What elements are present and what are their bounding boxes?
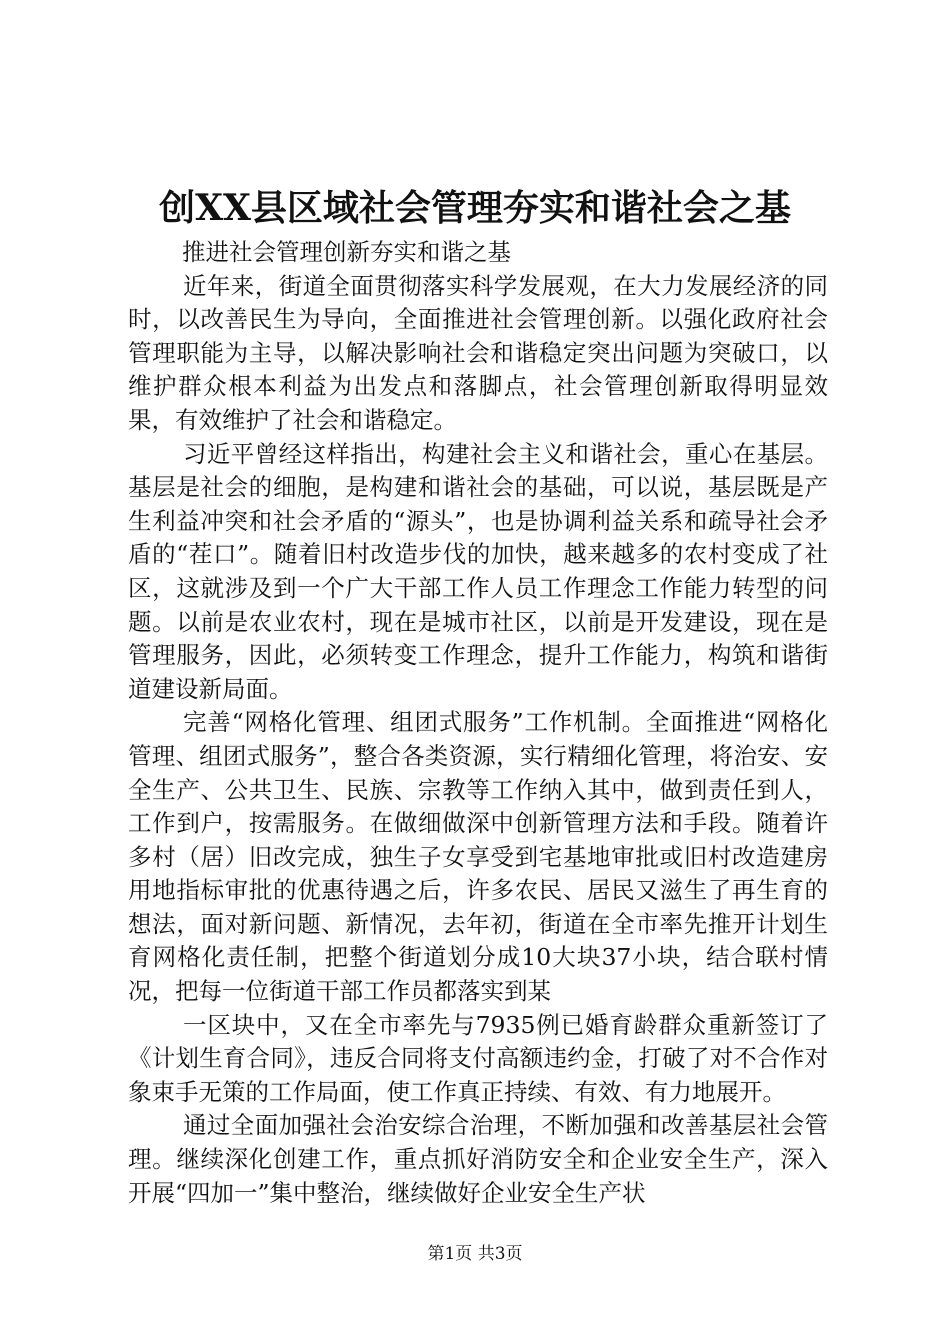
paragraph-1: 近年来，街道全面贯彻落实科学发展观，在大力发展经济的同时，以改善民生为导向，全面推进社会管理创新。以强化政府社会管理职能为主导，以解决影响社会和谐稳定突出问题为突破口，以维护群众根本利益为出发点和落脚点，社会管理创新取得明显效果，有效维护了社会和谐稳定。 xyxy=(128,271,828,434)
document-title: 创XX县区域社会管理夯实和谐社会之基 xyxy=(159,187,791,229)
document-subtitle: 推进社会管理创新夯实和谐之基 xyxy=(182,238,511,266)
paragraph-2: 习近平曾经这样指出，构建社会主义和谐社会，重心在基层。基层是社会的细胞，是构建和谐社会的基础，可以说，基层既是产生利益冲突和社会矛盾的“源头”，也是协调利益关系和疏导社会矛盾的“茬口”。随着旧村改造步伐的加快，越来越多的农村变成了社区，这就涉及到一个广大干部工作人员工作理念工作能力转型的问题。以前是农业农村，现在是城市社区，以前是开发建设，现在是管理服务，因此，必须转变工作理念，提升工作能力，构筑和谐街道建设新局面。 xyxy=(128,439,828,703)
document-body xyxy=(128,236,828,1210)
page-footer: 第1页 共3页 xyxy=(427,1244,523,1264)
paragraph-5: 通过全面加强社会治安综合治理，不断加强和改善基层社会管理。继续深化创建工作，重点抓好消防安全和企业安全生产，深入开展“四加一”集中整治，继续做好企业安全生产状 xyxy=(128,1111,828,1207)
paragraph-3: 完善“网格化管理、组团式服务”工作机制。全面推进“网格化管理、组团式服务”，整合各类资源，实行精细化管理，将治安、安全生产、公共卫生、民族、宗教等工作纳入其中，做到责任到人，工作到户，按需服务。在做细做深中创新管理方法和手段。随着许多村（居）旧改完成，独生子女享受到宅基地审批或旧村改造建房用地指标审批的优惠待遇之后，许多农民、居民又滋生了再生育的想法，面对新问题、新情况，去年初，街道在全市率先推开计划生育网格化责任制，把整个街道划分成10大块37小块，结合联村情况，把每一位街道干部工作员都落实到某 xyxy=(128,708,828,1006)
paragraph-4: 一区块中，又在全市率先与7935例已婚育龄群众重新签订了《计划生育合同》，违反合同将支付高额违约金，打破了对不合作对象束手无策的工作局面，使工作真正持续、有效、有力地展开。 xyxy=(128,1010,828,1106)
